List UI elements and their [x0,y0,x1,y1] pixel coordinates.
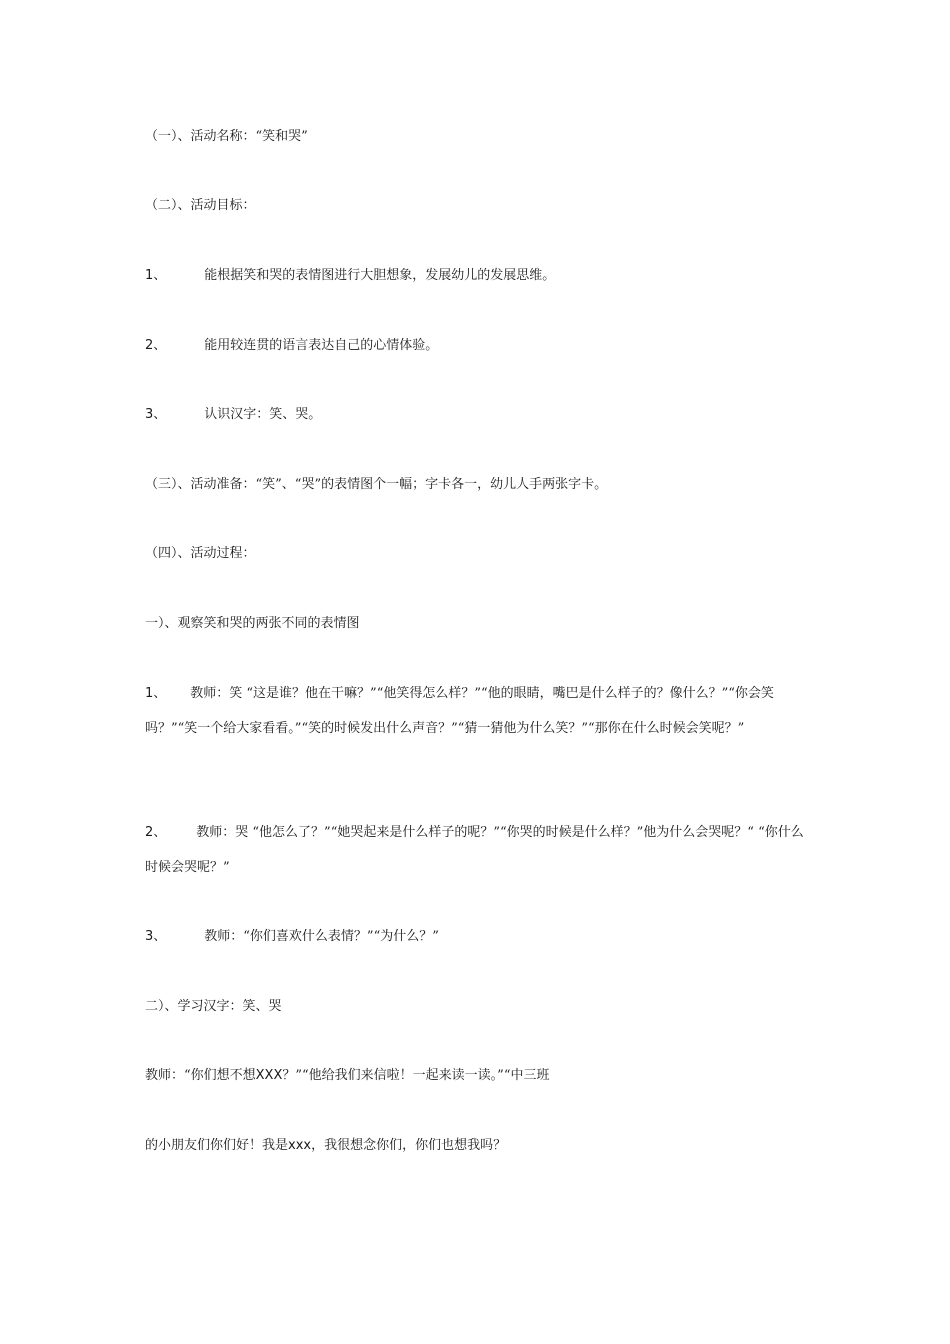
letter-text: ，我很想念你们，你们也想我吗？ [311,1138,507,1153]
goal-item-1 [145,267,555,285]
section-activity-name: （一）、活动名称：“笑和哭” [145,129,308,144]
step-item-3 [145,928,439,946]
part-heading-observe: 一）、观察笑和哭的两张不同的表情图 [145,616,360,631]
goal-number: 3、 [145,407,167,422]
step-number: 2、 [145,825,167,840]
letter-text: ？”“他给我们来信啦！一起来读一读。”“中三班 [282,1068,550,1083]
step-text: 教师：笑 “这是谁？他在干嘛？”“他笑得怎么样？”“他的眼睛，嘴巴是什么样子的？像什么？”“你会笑吗？”“笑一个给大家看看。”“笑的时候发出什么声音？”“猜一猜他为什么笑？”“那你在什么时候会笑呢？” [145,686,774,736]
step-number: 3、 [145,929,167,944]
part-heading-learn-characters: 二）、学习汉字：笑、哭 [145,999,282,1014]
goal-text: 认识汉字：笑、哭。 [204,407,322,422]
letter-line-2 [145,1137,506,1155]
section-activity-process: （四）、活动过程： [145,546,256,561]
step-item-1 [145,676,810,746]
goal-item-2 [145,337,438,355]
section-activity-goals: （二）、活动目标： [145,198,256,213]
letter-name: XXX [255,1068,283,1083]
goal-text: 能根据笑和哭的表情图进行大胆想象，发展幼儿的发展思维。 [204,268,556,283]
section-activity-preparation: （三）、活动准备：“笑”、“哭”的表情图个一幅；字卡各一，幼儿人手两张字卡。 [145,477,608,492]
step-number: 1、 [145,686,167,701]
step-item-2 [145,815,810,885]
goal-number: 2、 [145,338,167,353]
step-text: 教师：“你们喜欢什么表情？”“为什么？” [204,929,439,944]
goal-text: 能用较连贯的语言表达自己的心情体验。 [204,338,439,353]
letter-line-1 [145,1067,549,1085]
letter-text: 教师：“你们想不想 [145,1068,256,1083]
goal-number: 1、 [145,268,167,283]
step-text: 教师：哭 “他怎么了？”“她哭起来是什么样子的呢？”“你哭的时候是什么样？”他为什么会哭呢？“ “你什么时候会哭呢？” [145,825,804,875]
letter-name: xxx [288,1138,312,1153]
letter-text: 的小朋友们你们好！我是 [145,1138,289,1153]
goal-item-3 [145,406,321,424]
